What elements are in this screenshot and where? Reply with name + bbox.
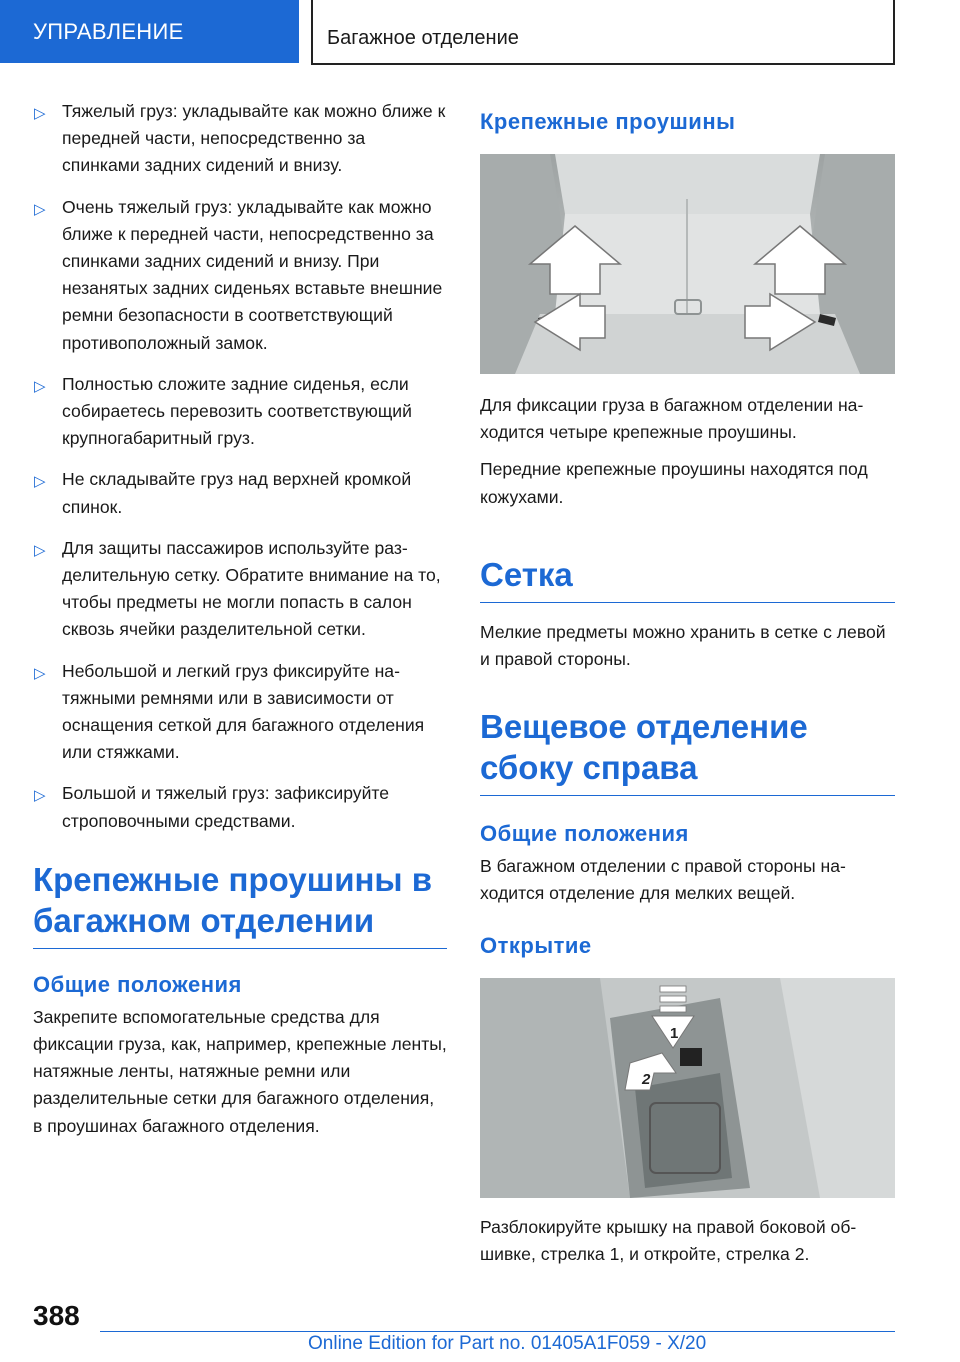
section-title-net: Сетка [480,554,895,603]
triangle-bullet-icon: ▷ [34,473,46,491]
triangle-bullet-icon: ▷ [34,787,46,805]
list-item: ▷ Полностью сложите задние сиденья, если собираетесь перевозить соответствующий крупногабаритный груз. [34,373,412,449]
cargo-area-photo [480,154,895,374]
triangle-bullet-icon: ▷ [34,200,46,218]
page-number: 388 [33,1300,80,1331]
triangle-bullet-icon: ▷ [34,377,46,395]
lashing-eyes-text-2: Передние крепежные проушины находятся под кожухами. [480,459,868,507]
list-item: ▷ Для защиты пассажиров используйте разделительную сетку. Обратите внимание на то, чтобы предметы не могли попасть в салон сквозь ячейки разделительной сетки. [34,537,441,640]
header-section-tab: УПРАВЛЕНИЕ [0,0,299,63]
net-text: Мелкие предметы можно хранить в сетке с левой и правой стороны. [480,621,886,670]
header-chapter-title: Багажное отделение [311,0,895,65]
list-item: ▷ Большой и тяжелый груз: зафиксируйте строповочными средствами. [34,783,390,831]
triangle-bullet-icon: ▷ [34,541,46,559]
list-item: ▷ Небольшой и легкий груз фиксируйте натяжными ремнями или в зависимости от оснащения сеткой для багажного отделения или стяжками. [34,660,425,763]
footer-divider [100,1331,895,1332]
opening-text: Разблокируйте крышку на правой боковой обшивке, стрелка 1, и откройте, стрелка 2. [480,1216,857,1264]
subsection-title-storage-general: Общие положения [480,821,689,847]
cargo-rules-list [33,98,447,835]
triangle-bullet-icon: ▷ [34,105,46,122]
right-column [480,98,895,1268]
triangle-bullet-icon: ▷ [34,664,46,682]
side-compartment-illustration [480,978,895,1198]
cargo-eyes-illustration [480,154,895,374]
arrow-1-label: 1 [670,1024,679,1042]
subsection-text-general: Закрепите вспомогательные средства для фиксации груза, как, например, крепежные ленты, натяжные ленты, натяжные ремни или разделительные сетки для багажного отделения, в проушинах багажного отделения. [33,1006,447,1136]
title-lashing-eyes: Крепежные проушины [480,109,736,134]
list-item: ▷ Тяжелый груз: укладывайте как можно ближе к передней части, непосредственно за спинками задних сидений и внизу. [34,101,446,176]
list-item: ▷ Очень тяжелый груз: укладывайте как можно ближе к передней части, непосредственно за спинками задних сидений и внизу. При незанятых задних сиденьях вставьте внешние ремни безопасности в соответствующий противоположный замок. [34,196,443,353]
left-column [33,98,447,1140]
list-item: ▷ Не складывайте груз над верхней кромкой спинок. [34,469,412,517]
side-compartment-photo [480,978,895,1198]
storage-general-text: В багажном отделении с правой стороны находится отделение для мелких вещей. [480,856,846,904]
subsection-title-general: Общие положения [33,971,242,997]
lashing-eyes-text-1: Для фиксации груза в багажном отделении находится четыре крепежные проушины. [480,395,864,443]
footer-edition: Online Edition for Part no. 01405A1F059 - X/20 [308,1333,707,1354]
section-title-side-storage: Вещевое отделение сбоку справа [480,706,895,796]
arrow-2-label: 2 [642,1070,651,1088]
subsection-title-opening: Открытие [480,932,592,958]
section-title-lashing-eyes: Крепежные проушины в багажном отделении [33,859,447,949]
